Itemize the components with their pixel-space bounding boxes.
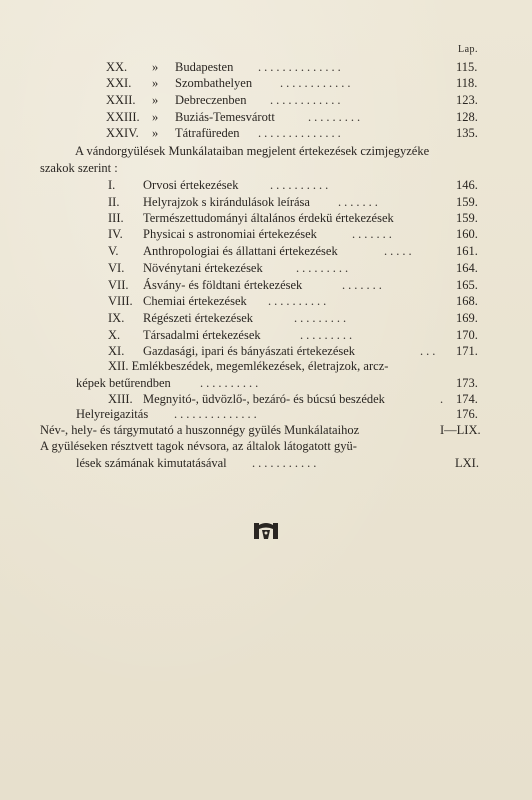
errata-label: Helyreigazitás xyxy=(76,407,149,421)
page-number: 176. xyxy=(456,407,478,421)
leader-dots: ......... xyxy=(308,110,364,124)
congress-place: Tátrafüreden xyxy=(175,126,240,140)
leader-dots: .............. xyxy=(258,60,344,74)
leader-dots: .......... xyxy=(270,178,332,192)
page-number: 159. xyxy=(456,211,478,225)
page-number: 118. xyxy=(456,76,478,90)
page-number: 168. xyxy=(456,294,478,308)
topic-title: Chemiai értekezések xyxy=(143,294,247,308)
leader-dots: ......... xyxy=(296,261,352,275)
leader-dots: ............ xyxy=(270,93,344,107)
congress-mark: » xyxy=(152,60,159,74)
decorative-ornament-icon xyxy=(252,520,280,542)
topic-title: Régészeti értekezések xyxy=(143,311,254,325)
congress-mark: » xyxy=(152,110,159,124)
congress-roman: XXIII. xyxy=(106,110,140,124)
congress-place: Debreczenben xyxy=(175,93,247,107)
topic-title: Növénytani értekezések xyxy=(143,261,263,275)
page-number: 164. xyxy=(456,261,478,275)
leader-dots: ............ xyxy=(280,76,354,90)
leader-dots: ......... xyxy=(294,311,350,325)
members-line-1: A gyüléseken résztvett tagok névsora, az általok látogatott gyü- xyxy=(40,439,357,453)
page-number: 170. xyxy=(456,328,478,342)
topic-title: Anthropologiai és állattani értekezések xyxy=(143,244,338,258)
page-number: 159. xyxy=(456,195,478,209)
topic-roman: VIII. xyxy=(108,294,133,308)
congress-place: Budapesten xyxy=(175,60,234,74)
topic-title: Ásvány- és földtani értekezések xyxy=(143,278,303,292)
congress-mark: » xyxy=(152,93,159,107)
leader-dots: ..... xyxy=(384,244,415,258)
leader-dots: ....... xyxy=(342,278,385,292)
congress-mark: » xyxy=(152,76,159,90)
topic-roman: XIII. xyxy=(108,392,133,406)
intro-line-2: szakok szerint : xyxy=(40,161,118,175)
leader-dots: ........... xyxy=(252,456,320,470)
topic-roman: IX. xyxy=(108,311,125,325)
topic-roman: VI. xyxy=(108,261,125,275)
leader-dots: .............. xyxy=(258,126,344,140)
congress-mark: » xyxy=(152,126,159,140)
page-number: 115. xyxy=(456,60,478,74)
page-number: 173. xyxy=(456,376,478,390)
topic-roman: I. xyxy=(108,178,116,192)
topic-roman: III. xyxy=(108,211,124,225)
congress-place: Buziás-Temesvárott xyxy=(175,110,275,124)
topic-title: Természettudományi általános érdekü értekezések xyxy=(143,211,394,225)
topic-roman: V. xyxy=(108,244,119,258)
page-number: 135. xyxy=(456,126,478,140)
topic-title: Társadalmi értekezések xyxy=(143,328,261,342)
topic-title: Megnyitó-, üdvözlő-, bezáró- és búcsú beszédek xyxy=(143,392,385,406)
topic-roman: X. xyxy=(108,328,121,342)
entry-xii-line-1: XII. Emlékbeszédek, megemlékezések, életrajzok, arcz- xyxy=(108,359,389,373)
topic-roman: IV. xyxy=(108,227,123,241)
page-column-header: Lap. xyxy=(458,44,479,55)
congress-roman: XXII. xyxy=(106,93,136,107)
leader-dots: . xyxy=(440,392,447,406)
congress-roman: XXIV. xyxy=(106,126,139,140)
topic-roman: XI. xyxy=(108,344,125,358)
leader-dots: ....... xyxy=(352,227,395,241)
page-number: I—LIX. xyxy=(440,423,481,437)
topic-title: Gazdasági, ipari és bányászati értekezések xyxy=(143,344,356,358)
topic-title: Helyrajzok s kirándulások leírása xyxy=(143,195,310,209)
intro-line-1: A vándorgyülések Munkálataiban megjelent értekezések czimjegyzéke xyxy=(75,144,430,158)
congress-place: Szombathelyen xyxy=(175,76,253,90)
leader-dots: ......... xyxy=(300,328,356,342)
topic-title: Physicai s astronomiai értekezések xyxy=(143,227,317,241)
members-line-2: lések számának kimutatásával xyxy=(76,456,227,470)
page-number: 160. xyxy=(456,227,478,241)
page-number: 165. xyxy=(456,278,478,292)
page-number: 146. xyxy=(456,178,478,192)
index-line: Név-, hely- és tárgymutató a huszonnégy gyülés Munkálataihoz xyxy=(40,423,360,437)
leader-dots: .......... xyxy=(200,376,262,390)
page-number: 161. xyxy=(456,244,478,258)
topic-roman: VII. xyxy=(108,278,129,292)
leader-dots: ... xyxy=(420,344,439,358)
entry-xii-line-2: képek betűrendben xyxy=(76,376,171,390)
page-number: 171. xyxy=(456,344,478,358)
page-number: 169. xyxy=(456,311,478,325)
page-number: 174. xyxy=(456,392,478,406)
page-number: 128. xyxy=(456,110,478,124)
page-number: 123. xyxy=(456,93,478,107)
leader-dots: .......... xyxy=(268,294,330,308)
congress-roman: XXI. xyxy=(106,76,132,90)
congress-roman: XX. xyxy=(106,60,128,74)
leader-dots: ....... xyxy=(338,195,381,209)
page-number: LXI. xyxy=(455,456,479,470)
leader-dots: .............. xyxy=(174,407,260,421)
topic-title: Orvosi értekezések xyxy=(143,178,239,192)
topic-roman: II. xyxy=(108,195,120,209)
